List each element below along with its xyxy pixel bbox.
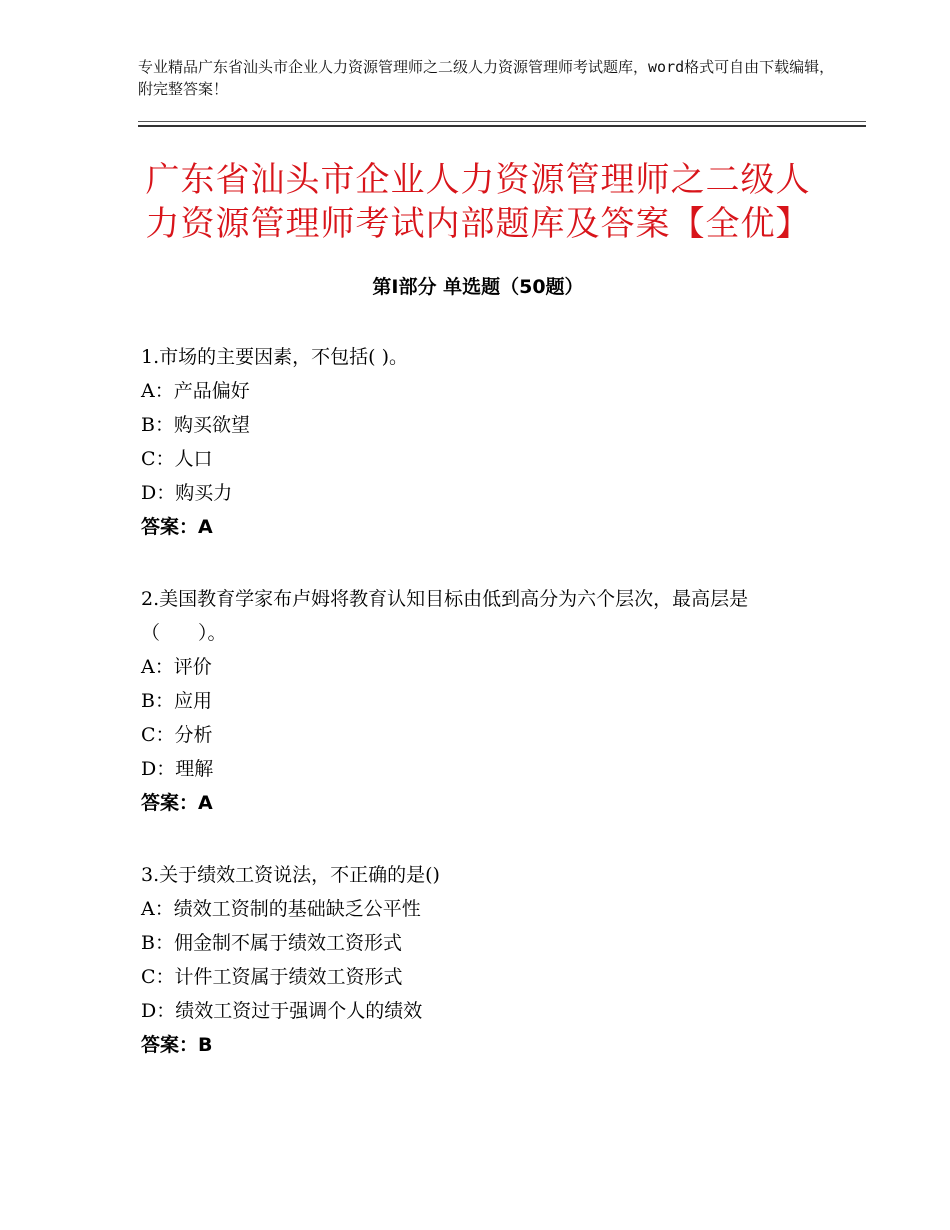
question-stem: 3.关于绩效工资说法，不正确的是() <box>141 864 440 886</box>
question-1 <box>141 340 821 544</box>
answer: 答案：A <box>141 792 213 814</box>
option-b: B：应用 <box>141 690 212 712</box>
option-b: B：佣金制不属于绩效工资形式 <box>141 932 402 954</box>
option-a: A：产品偏好 <box>141 380 250 402</box>
option-c: C：人口 <box>141 448 213 470</box>
header-rule-thick <box>138 125 866 127</box>
option-a: A：评价 <box>141 656 212 678</box>
document-title <box>138 158 818 246</box>
question-3 <box>141 858 821 1062</box>
section-heading: 第Ⅰ部分 单选题（50题） <box>372 276 584 298</box>
option-c: C：计件工资属于绩效工资形式 <box>141 966 403 988</box>
option-b: B：购买欲望 <box>141 414 250 436</box>
document-title-line-1: 广东省汕头市企业人力资源管理师之二级人 <box>145 160 811 200</box>
answer: 答案：B <box>141 1034 213 1056</box>
question-2 <box>141 582 821 820</box>
header-rule-thin <box>138 121 866 122</box>
document-title-line-2: 力资源管理师考试内部题库及答案【全优】 <box>145 204 811 244</box>
question-stem: 1.市场的主要因素，不包括( )。 <box>141 346 408 368</box>
answer: 答案：A <box>141 516 213 538</box>
question-stem: 2.美国教育学家布卢姆将教育认知目标由低到高分为六个层次，最高层是（ ）。 <box>141 588 749 644</box>
header-note: 专业精品广东省汕头市企业人力资源管理师之二级人力资源管理师考试题库，word格式可自由下载编辑，附完整答案！ <box>138 58 835 98</box>
option-d: D：绩效工资过于强调个人的绩效 <box>141 1000 423 1022</box>
option-d: D：理解 <box>141 758 214 780</box>
option-a: A：绩效工资制的基础缺乏公平性 <box>141 898 421 920</box>
option-d: D：购买力 <box>141 482 233 504</box>
option-c: C：分析 <box>141 724 213 746</box>
question-list <box>141 340 821 1100</box>
